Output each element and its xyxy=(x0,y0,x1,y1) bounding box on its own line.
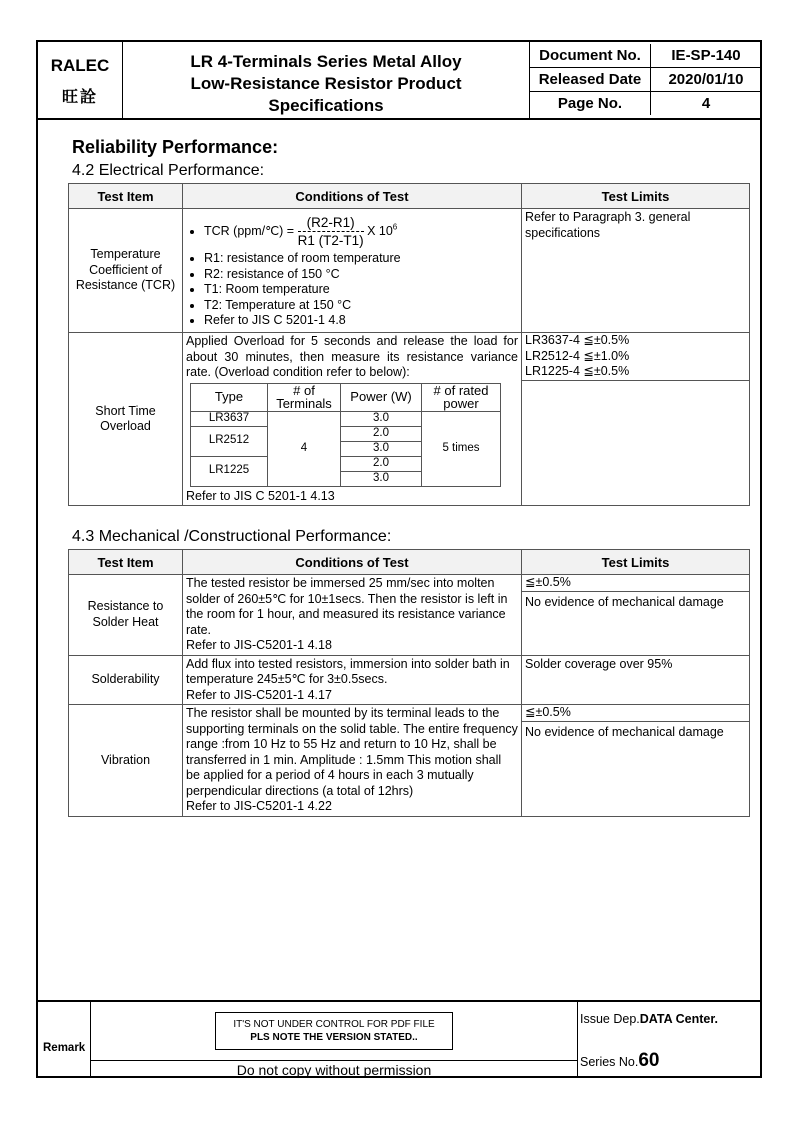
formula-exponent: 6 xyxy=(392,222,398,232)
electrical-title: 4.2 Electrical Performance: xyxy=(72,162,265,179)
overload-conditions xyxy=(183,333,522,506)
col-limits: Test Limits xyxy=(522,550,750,575)
type-cell: LR3637 xyxy=(191,411,268,426)
test-item: Solderability xyxy=(69,655,183,705)
formula-fraction xyxy=(298,214,364,249)
test-limits xyxy=(522,705,750,817)
formula-suffix: X 10 xyxy=(367,223,393,238)
col-conditions: Conditions of Test xyxy=(183,184,522,209)
table-row xyxy=(69,705,750,817)
condition-refer: Refer to JIS-C5201-1 4.18 xyxy=(186,638,332,652)
test-item: Vibration xyxy=(69,705,183,817)
footer-middle xyxy=(91,1002,578,1078)
sub-col-rated: # of rated power xyxy=(422,383,501,411)
notice-line-2: PLS NOTE THE VERSION STATED.. xyxy=(250,1032,418,1043)
page-label: Page No. xyxy=(530,92,651,115)
limit-line: ≦±0.5% xyxy=(522,705,749,722)
formula-denominator: R1 (T2-T1) xyxy=(297,233,364,248)
limit-line: LR2512-4 ≦±1.0% xyxy=(525,348,630,363)
tcr-conditions xyxy=(183,209,522,333)
released-label: Released Date xyxy=(530,68,651,91)
col-conditions: Conditions of Test xyxy=(183,550,522,575)
list-item: • T1: Room temperature xyxy=(204,282,518,298)
electrical-table xyxy=(68,183,750,506)
table-row xyxy=(69,209,750,333)
condition-text: The resistor shall be mounted by its terminal leads to the supporting terminals on the solid table. The entire frequency range :from 10 Hz to 55 Hz and return to 10 Hz, shall be transferred in 1 min. Amplitude : 1.5mm This motion shall be applied for a period of 4 hours in each 3 mutually perpendicular directions (a total of 12hrs) xyxy=(186,706,518,798)
power-cell: 3.0 xyxy=(341,411,422,426)
title-line-2: Low-Resistance Resistor Product xyxy=(190,74,462,93)
doc-no-row xyxy=(530,44,761,68)
section-heading: Reliability Performance: xyxy=(72,137,279,157)
power-cell: 3.0 xyxy=(341,441,422,456)
tcr-formula xyxy=(204,214,518,249)
col-test-item: Test Item xyxy=(69,184,183,209)
released-value: 2020/01/10 xyxy=(668,71,744,88)
subtable-header xyxy=(191,383,501,411)
overload-limits xyxy=(522,333,750,506)
list-item: • T2: Temperature at 150 °C xyxy=(204,298,518,314)
page-value: 4 xyxy=(701,95,711,112)
logo-text-en: RALEC xyxy=(50,56,110,75)
title-line-3: Specifications xyxy=(268,96,384,115)
released-row xyxy=(530,68,761,92)
overload-text: Applied Overload for 5 seconds and release the load for about 30 minutes, then measure its resistance variance rate. (Overload condition refer to below): xyxy=(186,334,518,379)
mechanical-table xyxy=(68,549,750,817)
document-meta xyxy=(529,42,761,118)
limit-line: Solder coverage over 95% xyxy=(525,656,673,671)
overload-subtable xyxy=(190,383,501,487)
notice-line-1: IT'S NOT UNDER CONTROL FOR PDF FILE xyxy=(233,1019,435,1030)
test-conditions xyxy=(183,705,522,817)
limit-line: LR3637-4 ≦±0.5% xyxy=(525,333,630,347)
condition-refer: Refer to JIS-C5201-1 4.22 xyxy=(186,799,332,813)
doc-no-value: IE-SP-140 xyxy=(671,47,741,64)
power-cell: 3.0 xyxy=(341,471,422,486)
rated-cell: 5 times xyxy=(422,411,501,486)
series-label: Series No. xyxy=(580,1055,639,1069)
list-item: • R1: resistance of room temperature xyxy=(204,251,518,267)
tcr-item: Temperature Coefficient of Resistance (TCR) xyxy=(69,209,183,333)
company-logo xyxy=(38,42,123,118)
condition-text: Add flux into tested resistors, immersion into solder bath in temperature 245±5℃ for 3±0.5secs. xyxy=(186,656,510,686)
footer-right xyxy=(578,1002,760,1078)
formula-prefix: TCR (ppm/℃) = xyxy=(204,223,295,238)
issue-dept xyxy=(580,1012,718,1026)
tcr-formula-list xyxy=(186,214,518,249)
page-row xyxy=(530,92,761,116)
remark-label: Remark xyxy=(43,1042,86,1054)
pdf-notice xyxy=(215,1012,453,1050)
issue-value: DATA Center. xyxy=(639,1012,719,1026)
table-header-row xyxy=(69,184,750,209)
tcr-bullets xyxy=(186,251,518,329)
limit-line: No evidence of mechanical damage xyxy=(525,724,724,739)
overload-refer: Refer to JIS C 5201-1 4.13 xyxy=(186,488,335,503)
limit-line: No evidence of mechanical damage xyxy=(525,594,724,609)
formula-numerator: (R2-R1) xyxy=(298,214,364,232)
power-cell: 2.0 xyxy=(341,456,422,471)
type-cell: LR2512 xyxy=(191,426,268,456)
mechanical-title: 4.3 Mechanical /Constructional Performance: xyxy=(72,528,392,545)
condition-refer: Refer to JIS-C5201-1 4.17 xyxy=(186,687,332,702)
col-limits: Test Limits xyxy=(522,184,750,209)
list-item: • Refer to JIS C 5201-1 4.8 xyxy=(204,313,518,329)
sub-col-type: Type xyxy=(191,383,268,411)
table-header-row xyxy=(69,550,750,575)
overload-item: Short Time Overload xyxy=(69,333,183,506)
tcr-limit: Refer to Paragraph 3. general specifications xyxy=(522,209,750,333)
document-header xyxy=(38,42,760,120)
issue-label: Issue Dep. xyxy=(580,1012,640,1026)
limit-line: LR1225-4 ≦±0.5% xyxy=(522,364,749,381)
test-conditions xyxy=(183,655,522,705)
table-row xyxy=(191,411,501,426)
limit-line: ≦±0.5% xyxy=(522,575,749,592)
table-row xyxy=(69,575,750,656)
test-limits xyxy=(522,655,750,705)
doc-no-label: Document No. xyxy=(530,44,651,67)
sub-col-terminals: # of Terminals xyxy=(268,383,341,411)
title-line-1: LR 4-Terminals Series Metal Alloy xyxy=(190,52,462,71)
document-footer xyxy=(38,1000,760,1078)
list-item: • R2: resistance of 150 °C xyxy=(204,267,518,283)
test-item: Resistance to Solder Heat xyxy=(69,575,183,656)
series-no xyxy=(580,1050,660,1072)
test-limits xyxy=(522,575,750,656)
type-cell: LR1225 xyxy=(191,456,268,486)
copy-warning: Do not copy without permission xyxy=(91,1060,577,1079)
table-row xyxy=(69,655,750,705)
test-conditions xyxy=(183,575,522,656)
sub-col-power: Power (W) xyxy=(341,383,422,411)
logo-text-cn: 旺詮 xyxy=(61,89,98,106)
table-row xyxy=(69,333,750,506)
condition-text: The tested resistor be immersed 25 mm/sec into molten solder of 260±5℃ for 10±1secs. Then the resistor is left in the room for 1 hour, and measured its resistance variance rate. xyxy=(186,576,508,637)
terminals-cell: 4 xyxy=(268,411,341,486)
power-cell: 2.0 xyxy=(341,426,422,441)
col-test-item: Test Item xyxy=(69,550,183,575)
remark-cell xyxy=(38,1002,91,1078)
series-value: 60 xyxy=(638,1050,660,1071)
document-title xyxy=(123,42,529,118)
